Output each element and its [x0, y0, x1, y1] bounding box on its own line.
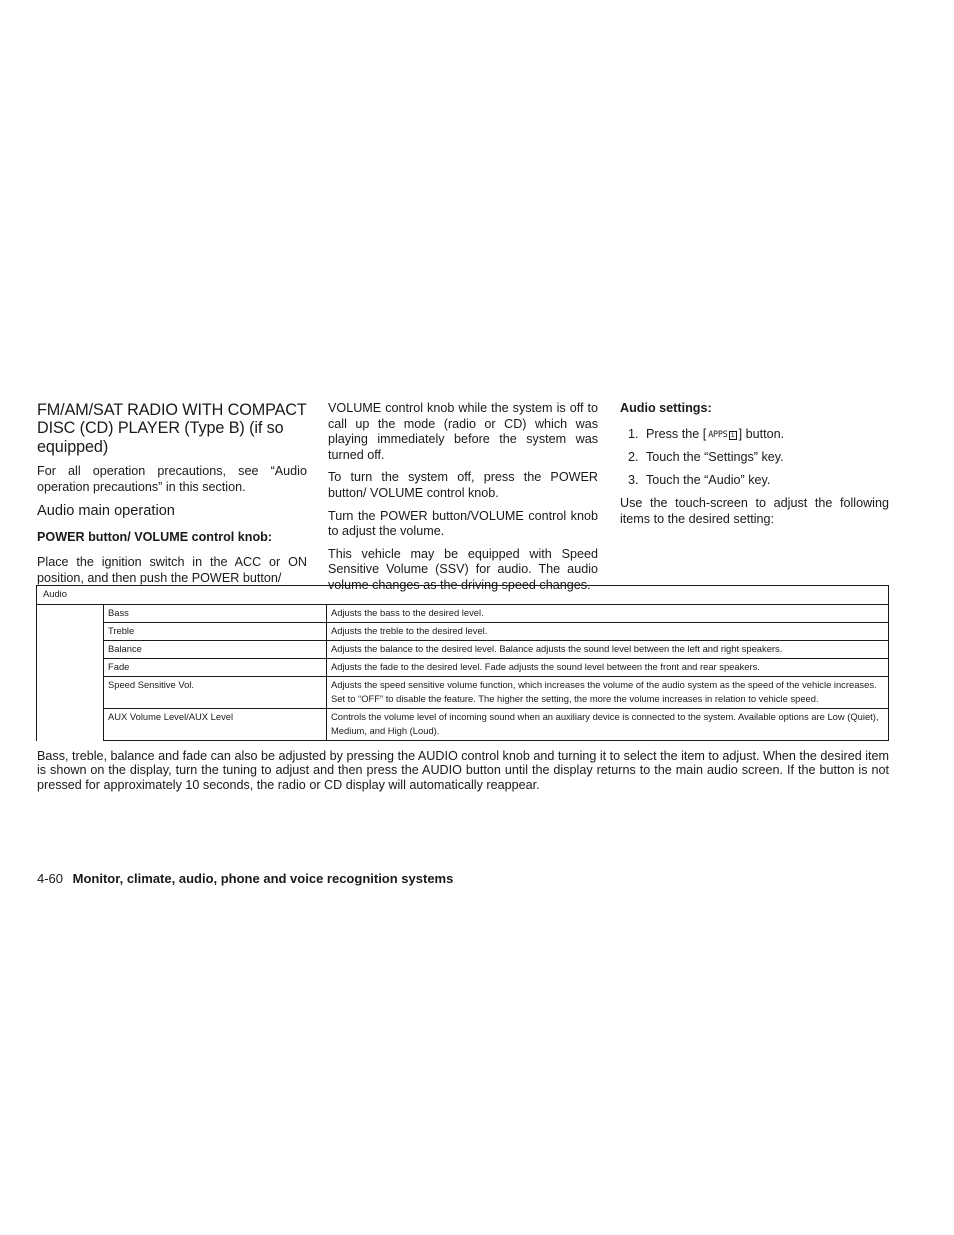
- table-header-cell: Audio: [37, 586, 889, 605]
- ssv-paragraph: This vehicle may be equipped with Speed Sensitive Volume (SSV) for audio. The audio volume changes as the driving speed changes.: [328, 546, 598, 592]
- chapter-title: Monitor, climate, audio, phone and voice recognition systems: [72, 871, 454, 886]
- left-column: [37, 401, 307, 594]
- table-desc-cell: Controls the volume level of incoming sound when an auxiliary device is connected to the system. Available options are Low (Quiet), Medium, and High (Loud).: [327, 709, 889, 741]
- step-item: 2. Touch the “Settings” key.: [628, 449, 784, 464]
- step-item: 1. Press the [ APPS i ] button.: [628, 426, 785, 441]
- table-row: [37, 677, 889, 709]
- table-indent-cell: [37, 605, 104, 741]
- table-row: [37, 605, 889, 623]
- table-item-cell: Balance: [104, 641, 327, 659]
- intro-paragraph: For all operation precautions, see “Audio operation precautions” in this section.: [37, 464, 307, 494]
- table-row: [37, 709, 889, 741]
- table-desc-cell: Adjusts the fade to the desired level. Fade adjusts the sound level between the front and rear speakers.: [327, 659, 889, 677]
- table-desc-cell: Adjusts the balance to the desired level. Balance adjusts the sound level between the left and right speakers.: [327, 641, 889, 659]
- table-item-cell: Bass: [104, 605, 327, 623]
- volume-paragraph: Turn the POWER button/VOLUME control knob to adjust the volume.: [328, 508, 598, 539]
- power-knob-paragraph: Place the ignition switch in the ACC or ON position, and then push the POWER button/: [37, 555, 307, 585]
- table-item-cell: AUX Volume Level/AUX Level: [104, 709, 327, 741]
- page-footer: [37, 871, 453, 887]
- turn-off-paragraph: To turn the system off, press the POWER button/ VOLUME control knob.: [328, 470, 598, 500]
- power-knob-heading: POWER button/ VOLUME control knob:: [37, 530, 273, 545]
- table-row: [37, 641, 889, 659]
- step-item: 3. Touch the “Audio” key.: [628, 472, 771, 487]
- after-table-paragraph: Bass, treble, balance and fade can also be adjusted by pressing the AUDIO control knob and turning it to select the item to adjust. When the desired item is shown on the display, turn the tuning to adjust and then press the AUDIO button until the display returns to the main audio screen. If the button is not pressed for approximately 10 seconds, the radio or CD display will automatically reappear.: [37, 749, 889, 792]
- audio-settings-table: [36, 585, 889, 741]
- page-number: 4-60: [37, 871, 64, 886]
- table-row: [37, 623, 889, 641]
- settings-outro-paragraph: Use the touch-screen to adjust the following items to the desired setting:: [620, 496, 889, 526]
- apps-button-icon: APPS i: [708, 428, 735, 439]
- table-header-row: [37, 586, 889, 605]
- settings-steps: [620, 427, 889, 489]
- table-desc-cell: Adjusts the speed sensitive volume function, which increases the volume of the audio system as the speed of the vehicle increases. Set to “OFF” to disable the feature. The higher the setting, the more the volume increases in relation to vehicle speed.: [327, 677, 889, 709]
- section-title: FM/AM/SAT RADIO WITH COMPACT DISC (CD) PLAYER (Type B) (if so equipped): [37, 401, 307, 456]
- subsection-heading: Audio main operation: [37, 503, 175, 520]
- table-desc-cell: Adjusts the treble to the desired level.: [327, 623, 889, 641]
- power-continued-paragraph: VOLUME control knob while the system is off to call up the mode (radio or CD) which was playing immediately before the system was turned off.: [328, 401, 598, 462]
- middle-column: [328, 401, 598, 601]
- table-row: [37, 659, 889, 677]
- table-item-cell: Fade: [104, 659, 327, 677]
- table-item-cell: Speed Sensitive Vol.: [104, 677, 327, 709]
- audio-settings-heading: Audio settings:: [620, 401, 712, 415]
- right-column: [620, 401, 889, 535]
- table-item-cell: Treble: [104, 623, 327, 641]
- table-desc-cell: Adjusts the bass to the desired level.: [327, 605, 889, 623]
